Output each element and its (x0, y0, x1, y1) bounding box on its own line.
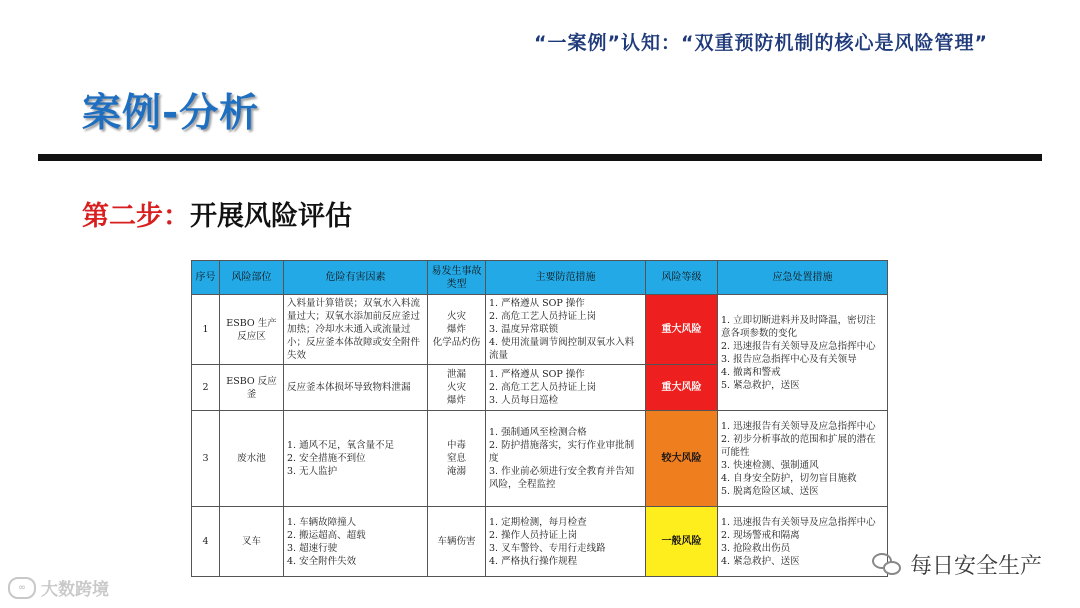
emergency-line: 3. 抢险救出伤员 (721, 542, 791, 554)
row-no: 4 (192, 507, 220, 577)
row-location: 叉车 (220, 507, 284, 577)
hazard-line: 4. 安全附件失效 (287, 555, 357, 567)
measure-line: 1. 强制通风至检测合格 (489, 427, 587, 438)
row-measures (486, 365, 646, 411)
risk-level-label: 较大风险 (661, 453, 702, 464)
accident-type: 爆炸 (446, 324, 466, 335)
table-row (192, 295, 888, 365)
risk-level-badge (646, 295, 718, 365)
emergency-line: 5. 紧急救护，送医 (721, 379, 800, 391)
measure-line: 2. 高危工艺人员持证上岗 (489, 311, 597, 322)
row-measures (486, 295, 646, 365)
risk-level-badge (646, 507, 718, 577)
emergency-line: 4. 自身安全防护，切勿盲目施救 (721, 472, 857, 484)
measure-line: 3. 作业前必须进行安全教育并告知风险，全程监控 (489, 466, 635, 490)
watermark-left (8, 575, 109, 600)
risk-assessment-table (191, 260, 888, 577)
row-accident-types (428, 507, 486, 577)
accident-type: 泄漏 (446, 369, 466, 380)
wechat-icon (872, 553, 902, 577)
row-no: 3 (192, 411, 220, 507)
measure-line: 2. 高危工艺人员持证上岗 (489, 382, 597, 393)
measure-line: 2. 防护措施落实，实行作业审批制度 (489, 440, 635, 464)
measure-line: 3. 温度异常联锁 (489, 324, 559, 335)
measure-line: 3. 叉车警铃、专用行走线路 (489, 542, 606, 554)
row-hazards (284, 365, 428, 411)
accident-type: 中毒 (446, 440, 466, 451)
col-header-accident-type: 易发生事故类型 (428, 261, 486, 295)
row-emergency (718, 507, 888, 577)
measure-line: 4. 使用流量调节阀控制双氧水入料流量 (489, 337, 635, 361)
row-location: 废水池 (220, 411, 284, 507)
risk-level-label: 一般风险 (661, 536, 702, 547)
hazard-line: 2. 搬运超高、超载 (287, 529, 366, 541)
col-header-hazards: 危险有害因素 (284, 261, 428, 295)
row-location: ESBO 生产反应区 (220, 295, 284, 365)
watermark-right (872, 549, 1042, 580)
table-row (192, 507, 888, 577)
row-hazards (284, 411, 428, 507)
accident-type: 车辆伤害 (437, 536, 476, 547)
measure-line: 1. 定期检测，每月检查 (489, 516, 587, 528)
title-divider (38, 154, 1042, 161)
row-accident-types (428, 295, 486, 365)
risk-level-label: 重大风险 (661, 382, 702, 393)
row-hazards (284, 295, 428, 365)
row-accident-types (428, 365, 486, 411)
measure-line: 1. 严格遵从 SOP 操作 (489, 298, 585, 309)
col-header-level: 风险等级 (646, 261, 718, 295)
emergency-line: 4. 紧急救护、送医 (721, 555, 800, 567)
watermark-right-text: 每日安全生产 (909, 554, 1042, 579)
emergency-line: 2. 初步分析事故的范围和扩展的潜在可能性 (721, 433, 876, 458)
header-title: “一案例”认知：“双重预防机制的核心是风险管理” (534, 32, 988, 54)
page-title: 案例-分析 (82, 91, 260, 136)
measure-line: 4. 严格执行操作规程 (489, 555, 578, 567)
emergency-line: 5. 脱离危险区域、送医 (721, 485, 819, 497)
emergency-line: 2. 迅速报告有关领导及应急指挥中心 (721, 340, 876, 352)
accident-type: 火灾 (446, 382, 466, 393)
risk-level-badge (646, 365, 718, 411)
risk-level-label: 重大风险 (661, 324, 702, 335)
hazard-line: 入料量计算错误；双氧水入料流量过大；双氧水添加前反应釜过加热；冷却水未通入或流量过小；反应釜本体故障或安全附件失效 (287, 298, 421, 361)
row-measures (486, 411, 646, 507)
accident-type: 火灾 (446, 311, 466, 322)
table-row (192, 411, 888, 507)
emergency-line: 3. 报告应急指挥中心及有关领导 (721, 353, 857, 365)
hazard-line: 3. 超速行驶 (287, 542, 338, 554)
row-location: ESBO 反应釜 (220, 365, 284, 411)
row-accident-types (428, 411, 486, 507)
row-emergency (718, 295, 888, 411)
hazard-line: 1. 通风不足，氧含量不足 (287, 440, 395, 451)
row-emergency (718, 411, 888, 507)
hazard-line: 2. 安全措施不到位 (287, 453, 366, 464)
accident-type: 窒息 (446, 453, 466, 464)
measure-line: 1. 严格遵从 SOP 操作 (489, 369, 585, 380)
row-no: 2 (192, 365, 220, 411)
accident-type: 爆炸 (446, 395, 466, 406)
row-hazards (284, 507, 428, 577)
col-header-no: 序号 (192, 261, 220, 295)
step-label: 开展风险评估 (190, 201, 352, 232)
emergency-line: 2. 现场警戒和隔离 (721, 529, 800, 541)
accident-type: 化学品灼伤 (432, 337, 481, 348)
brand-logo-icon: ∞ (8, 577, 36, 599)
emergency-line: 1. 迅速报告有关领导及应急指挥中心 (721, 516, 876, 528)
emergency-line: 4. 撤离和警戒 (721, 366, 781, 378)
emergency-line: 1. 迅速报告有关领导及应急指挥中心 (721, 420, 876, 432)
step-number: 第二步： (82, 201, 190, 232)
emergency-line: 3. 快速检测、强制通风 (721, 459, 819, 471)
emergency-line: 1. 立即切断进料并及时降温，密切注意各项参数的变化 (721, 314, 876, 339)
row-no: 1 (192, 295, 220, 365)
table-header-row (192, 261, 888, 295)
risk-level-badge (646, 411, 718, 507)
accident-type: 淹溺 (446, 466, 466, 477)
step-title (82, 194, 352, 233)
row-measures (486, 507, 646, 577)
hazard-line: 1. 车辆故障撞人 (287, 516, 357, 528)
measure-line: 2. 操作人员持证上岗 (489, 529, 578, 541)
watermark-left-text: 大数跨境 (41, 580, 109, 600)
hazard-line: 3. 无人监护 (287, 466, 338, 477)
hazard-line: 反应釜本体损坏导致物料泄漏 (287, 382, 411, 393)
measure-line: 3. 人员每日巡检 (489, 395, 559, 406)
col-header-measures: 主要防范措施 (486, 261, 646, 295)
col-header-location: 风险部位 (220, 261, 284, 295)
col-header-emergency: 应急处置措施 (718, 261, 888, 295)
